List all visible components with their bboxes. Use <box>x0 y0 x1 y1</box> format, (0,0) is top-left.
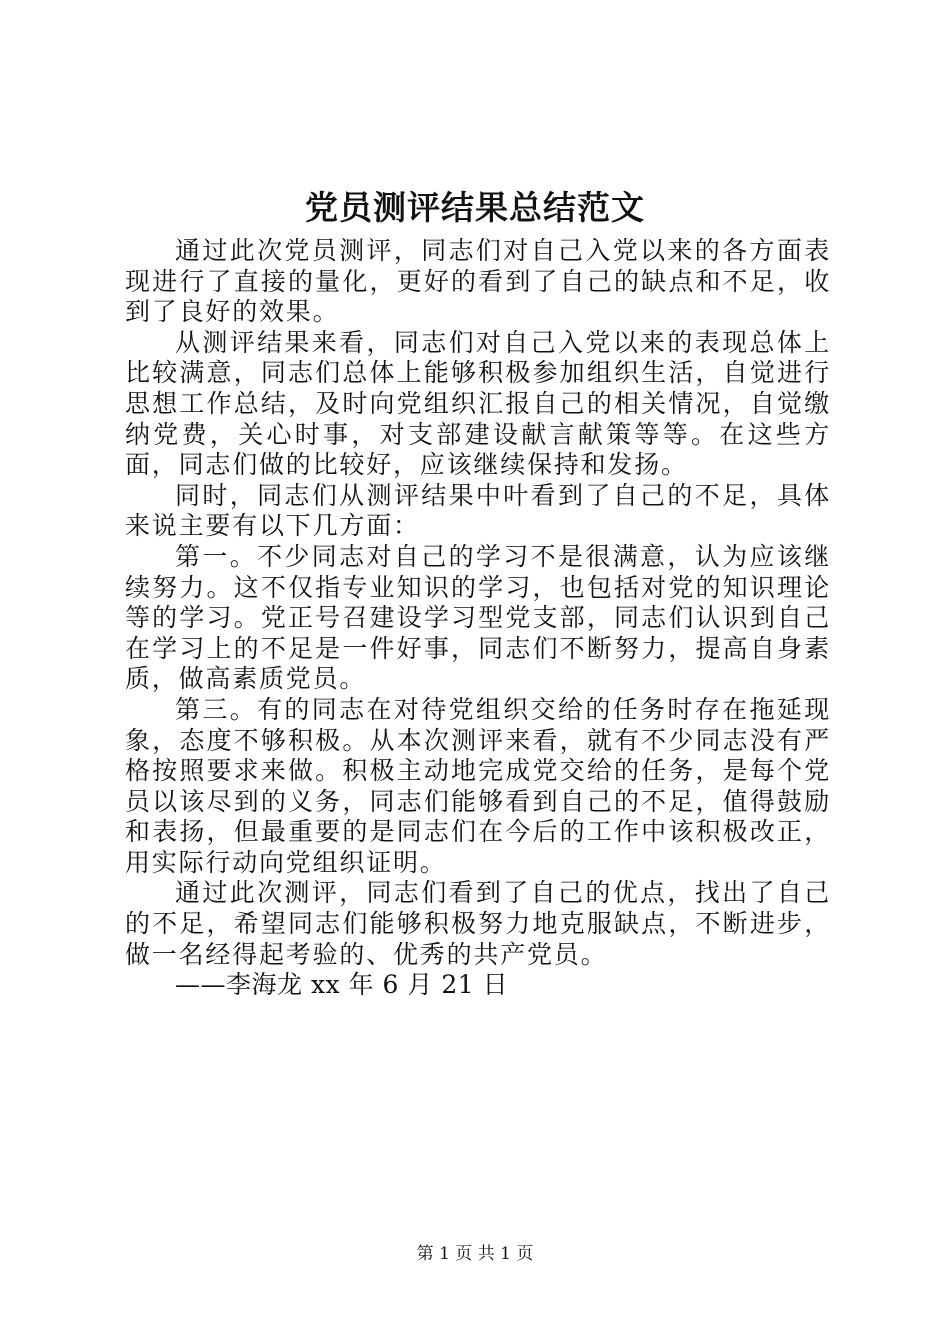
page-footer: 第 1 页 共 1 页 <box>416 1244 534 1264</box>
paragraph-shortcomings-intro: 同时，同志们从测评结果中叶看到了自己的不足，具体来说主要有以下几方面： <box>125 480 831 541</box>
paragraph-point-three: 第三。有的同志在对待党组织交给的任务时存在拖延现象，态度不够积极。从本次测评来看，就有不少同志没有严格按照要求来做。积极主动地完成党交给的任务，是每个党员以该尽到的义务，同志们能够看到自己的不足，值得鼓励和表扬，但最重要的是同志们在今后的工作中该积极改正，用实际行动向党组织证明。 <box>125 694 831 877</box>
paragraph-point-one: 第一。不少同志对自己的学习不是很满意，认为应该继续努力。这不仅指专业知识的学习，也包括对党的知识理论等的学习。党正号召建设学习型党支部，同志们认识到自己在学习上的不足是一件好事，同志们不断努力，提高自身素质，做高素质党员。 <box>125 541 831 694</box>
document-body <box>125 236 831 1001</box>
signature-line: ——李海龙 xx 年 6 月 21 日 <box>175 970 509 1000</box>
paragraph-results: 从测评结果来看，同志们对自己入党以来的表现总体上比较满意，同志们总体上能够积极参加组织生活，自觉进行思想工作总结，及时向党组织汇报自己的相关情况，自觉缴纳党费，关心时事，对支部建设献言献策等等。在这些方面，同志们做的比较好，应该继续保持和发扬。 <box>125 327 831 480</box>
paragraph-intro: 通过此次党员测评，同志们对自己入党以来的各方面表现进行了直接的量化，更好的看到了自己的缺点和不足，收到了良好的效果。 <box>125 236 831 327</box>
document-title: 党员测评结果总结范文 <box>305 188 645 227</box>
paragraph-conclusion: 通过此次测评，同志们看到了自己的优点，找出了自己的不足，希望同志们能够积极努力地克服缺点，不断进步，做一名经得起考验的、优秀的共产党员。 <box>125 878 831 969</box>
